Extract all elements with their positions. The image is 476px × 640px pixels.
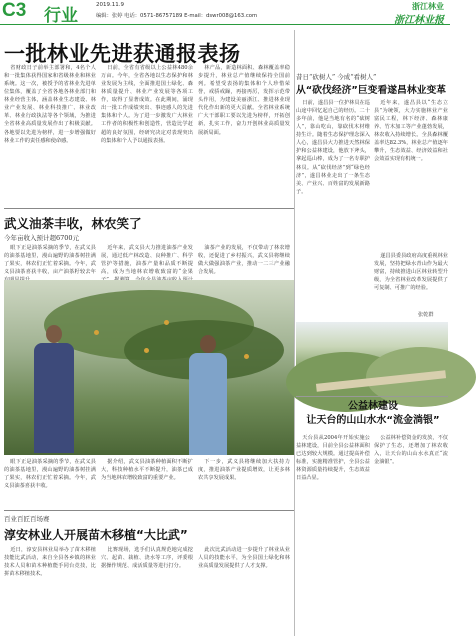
- oil-tea-subhead: 今年亩收入预计超6700元: [4, 234, 80, 242]
- forest-welfare-column-2: 公益林补偿资金的发放，不仅保护了生态，还增加了林农收入，让天台的山山水水真正“流金淌银”。: [374, 435, 448, 466]
- right-story-column-1: 日前，遂昌县一位护林员在巡山途中回忆起自己的经历。二十多年前，他是当地有名的“砍树人”，靠山吃山，靠砍伐木材维持生计。随着生态保护理念深入人心，遂昌县大力推进天然林保护和公益林建设，他放下斧头，拿起巡山棒，成为了一名专职护林员。从“砍伐经济”到“绿色经济”，遂昌林业走出了一条生态美、产业兴、百姓富的发展新路子。: [296, 100, 370, 195]
- mountain-landscape-photo: [296, 322, 448, 392]
- photo-fruit: [164, 320, 169, 325]
- photo-fruit: [144, 348, 149, 353]
- oil-tea-column-1: 眼下正是油茶采摘的季节，在武义县的油茶基地里，漫山遍野的油茶树挂满了果实，林农们正忙着采摘。今年，武义县油茶喜获丰收，亩产油茶籽较去年: [4, 245, 96, 276]
- photo-caption-3: 下一步，武义县将继续加大扶持力度，推进油茶产业提质增效，让更多林农共享发展成果。: [198, 459, 290, 482]
- masthead-rule: [0, 24, 450, 25]
- right-story-author: 张乾群: [418, 312, 434, 318]
- small-story-kicker: 百业百匠百场赛: [4, 515, 50, 523]
- photo-caption-1: 眼下正是油茶采摘的季节，在武义县的油茶基地里，漫山遍野的油茶树挂满了果实，林农们正忙着采摘。今年，武义县油茶喜获丰收。: [4, 459, 96, 490]
- photo-fruit: [244, 354, 249, 359]
- right-story-column-2: 近年来，遂昌县以“生态立县”为统领，大力实施林业产业富民工程，林下经济、森林康养、竹木加工等产业蓬勃发展，林农收入持续增长。全县森林覆盖率达82.3%，林业总产值逐年攀升，生态效益、经济效益和社会效益实现有机统一。: [374, 100, 448, 163]
- lead-column-2: 日前，全省有省级以上公益林480余万亩。今年，全省各地以生态保护和林业发展为主线，全面推进国土绿化、森林质量提升、林业产业发展等各项工作，取得了显著成效。在此期间，涌现出一批工作成绩突出、事迹感人的先进集体和个人。为了进一步激发广大林业工作者的积极性和创造性，营造比学赶超的良好氛围，经研究决定对表现突出的集体和个人予以通报表扬。: [101, 65, 193, 144]
- issue-date: 2019.11.9: [96, 2, 124, 8]
- forest-welfare-headline: 公益林建设 让天台的山山水水“流金淌银”: [306, 401, 440, 426]
- photo-caption-2: 据介绍，武义县油茶种植面积不断扩大，科技种植水平不断提升，油茶已成为当地林农增收致富的重要产业。: [101, 459, 193, 482]
- oil-tea-column-2: 近年来，武义县大力推进油茶产业发展，通过低产林改造、良种推广、科学管护等措施，油茶产量和品质不断提高，成为当地林农增收致富的“金果: [101, 245, 193, 276]
- section-rule: [4, 208, 294, 209]
- photo-person-left: [34, 325, 74, 455]
- section-rule: [4, 510, 294, 511]
- small-story-column-2: 比赛现场，选手们认真规范地完成挖穴、起苗、栽植、浇水等工序，评委根据操作规范、成活质量等进行打分。: [101, 547, 193, 570]
- section-title: 行业: [44, 6, 78, 25]
- section-rule: [296, 396, 448, 397]
- lead-column-3: 林产品，新造林面积、森林覆盖率稳步提升，林业总产值继续保持全国前列。希望受表扬的集体和个人珍惜荣誉，戒骄戒躁，再接再厉，发挥示范带头作用，为建设美丽浙江、推进林业现代化作出新的更大贡献。全省林业系统广大干部职工要以先进为榜样，开拓创新，扎实工作，奋力开创林业高质量发展新局面。: [198, 65, 290, 136]
- masthead: [0, 0, 450, 26]
- small-story-column-1: 近日，淳安县林业局举办了苗木移植技能比武活动，来自全县各乡镇的林业技术人员和苗木种植能手同台竞技，比拼苗木移植技术。: [4, 547, 96, 578]
- oil-tea-harvest-photo: [4, 280, 294, 455]
- lead-column-1: 省财政日子前举主部署和，4名个人和一批集体获得国家和省级林业和林业系统。这一次，被授予的省林业先进单位集体，覆盖了全省各地各林业部门和林业经营主体，涵盖林业生态建设、林业产业发展、林业科技推广、林业改革、林业行政执法等各个领域，为推进全省林业高质量发展作出了积极贡献。各地要以先进为榜样，进一步增强做好林业工作的责任感和使命感。: [4, 65, 96, 144]
- oil-tea-column-3: 油茶产业的发展，不仅带动了林农增收，还促进了乡村振兴，武义县将继续做大做强油茶产业，推动一二三产业融合发展。: [198, 245, 290, 276]
- paper-logo: 浙江林业报: [394, 15, 444, 26]
- page-code: C3: [2, 0, 27, 21]
- oil-tea-headline: 武义油茶丰收，林农笑了: [4, 216, 142, 231]
- small-story-headline: 淳安林业人开展苗木移植“大比武”: [4, 528, 188, 542]
- right-story-kicker: 昔日“砍树人” 今成“看树人”: [296, 73, 377, 81]
- right-story-column-3: 遂昌县委县政府高度重视林业发展，坚持把绿水青山作为最大财富，持续推进山区林业转型升级，为全省林业改革发展提供了可复制、可推广的经验。: [374, 253, 448, 292]
- photo-person-right: [189, 335, 227, 455]
- small-story-column-3: 此次比武活动进一步提升了林业从业人员的技能水平，为全县国土绿化和林业高质量发展提供了人才支撑。: [198, 547, 290, 570]
- paper-name: 浙江林业: [412, 1, 444, 11]
- lead-headline: 一批林业先进获通报表扬: [4, 41, 241, 66]
- photo-fruit: [94, 330, 99, 335]
- forest-welfare-column-1: 天台县从2004年开始实施公益林建设，目前全县公益林面积已达到较大规模。通过提高补偿标准，实施精准管护，全县公益林资源质量持续提升，生态效益日益凸显。: [296, 435, 370, 482]
- editor-contact: 编辑：张婷 电话：0571-86757189 E-mail：dswr008@163.com: [96, 13, 258, 19]
- right-story-headline: 从“砍伐经济”巨变看遂昌林业变革: [296, 85, 447, 96]
